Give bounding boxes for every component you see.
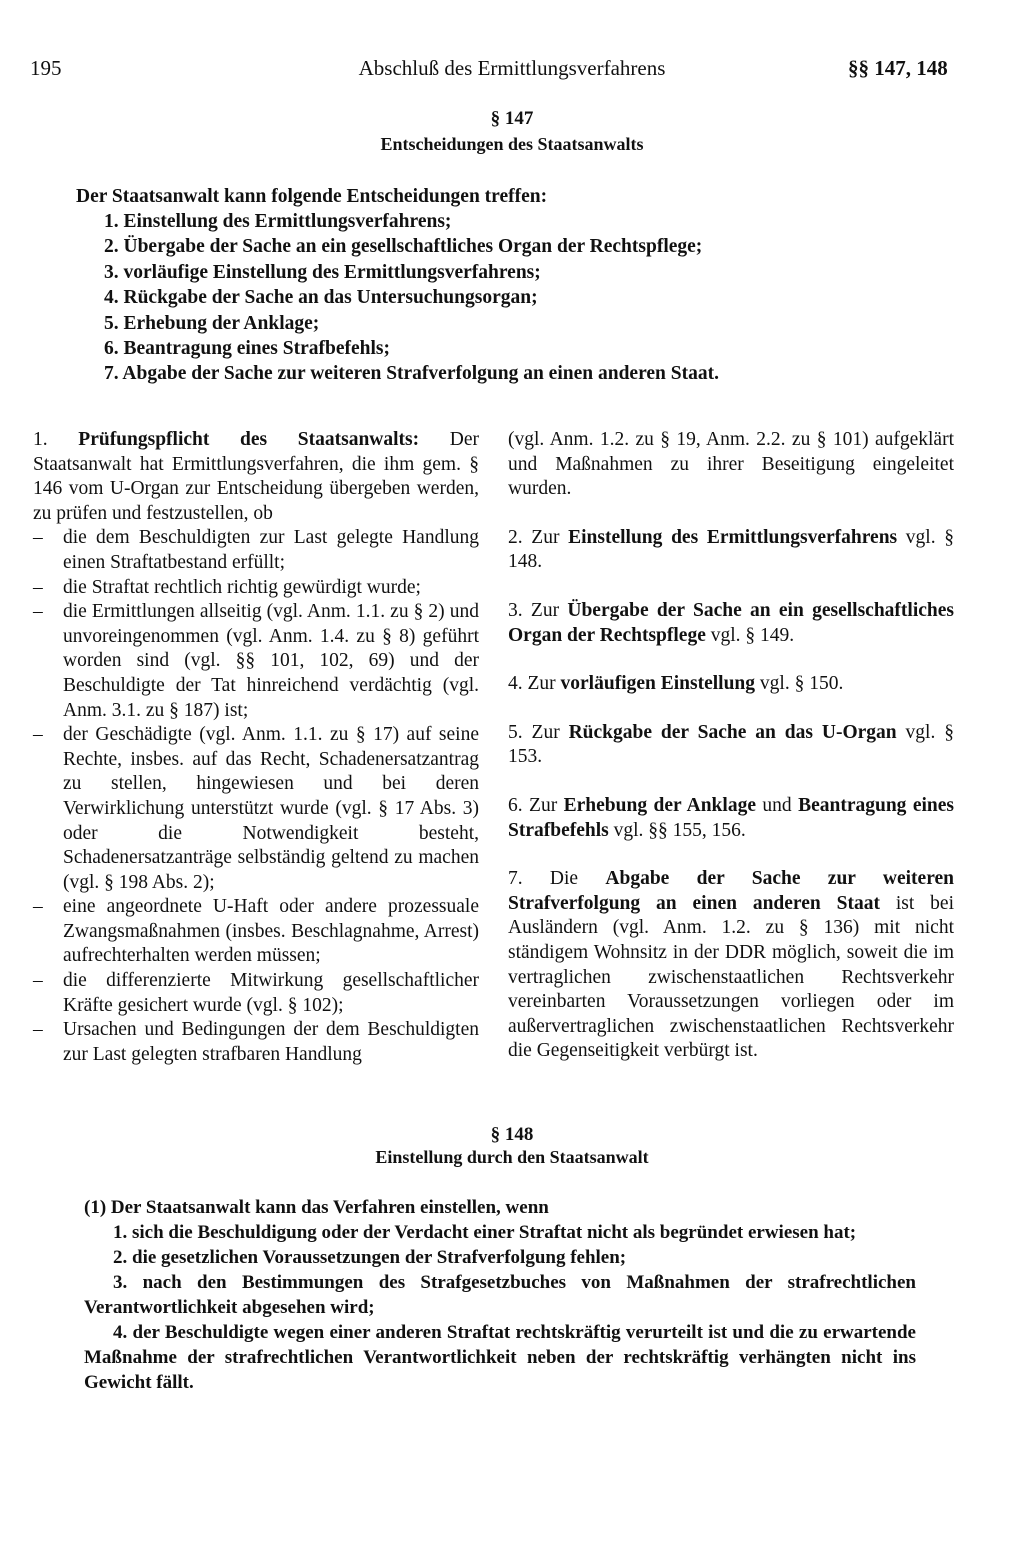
decision-item: 7. Abgabe der Sache zur weiteren Strafverfolgung an einen anderen Staat. xyxy=(104,363,719,385)
note-2-heading: Einstellung des Ermittlungsverfahrens xyxy=(568,526,898,548)
note-2 xyxy=(508,526,954,575)
note-2-text: vgl. § 148. xyxy=(508,526,955,573)
note-1-checklist xyxy=(33,526,479,1067)
decision-item: 1. Einstellung des Ermittlungsverfahrens; xyxy=(104,211,452,232)
section-148-item: 4. der Beschuldigte wegen einer anderen Straftat rechtskräftig verurteilt ist und die zu erwartende Maßnahme der strafrechtlichen Verantwortlichkeit neben der rechtskräftig verhängten nicht ins Gewicht fällt. xyxy=(84,1322,916,1393)
note-7-prefix: 7. Die xyxy=(508,868,606,890)
note-1-continuation: (vgl. Anm. 1.2. zu § 19, Anm. 2.2. zu § 101) aufgeklärt und Maßnahmen zu ihrer Beseitigung eingeleitet wurden. xyxy=(508,429,954,500)
note-4-text: vgl. § 150. xyxy=(755,673,844,695)
page-number: 195 xyxy=(30,56,62,80)
decision-list xyxy=(104,209,719,387)
note-1 xyxy=(33,428,479,526)
note-5-heading: Rückgabe der Sache an das U-Organ xyxy=(568,721,897,743)
note-1-prefix: 1. xyxy=(33,429,79,450)
note-2-prefix: 2. Zur xyxy=(508,526,569,548)
annotation-column-right xyxy=(508,428,954,1064)
note-5 xyxy=(508,721,954,770)
section-147-number: § 147 xyxy=(490,108,534,129)
section-148-item: 2. die gesetzlichen Voraussetzungen der Strafverfolgung fehlen; xyxy=(113,1247,627,1268)
section-148-item: 1. sich die Beschuldigung oder der Verdacht einer Straftat nicht als begründet erwiesen hat; xyxy=(113,1222,857,1243)
decision-item: 5. Erhebung der Anklage; xyxy=(104,312,320,334)
checklist-item: – die dem Beschuldigten zur Last gelegte Handlung einen Straftatbestand erfüllt; xyxy=(33,526,479,575)
decision-item: 3. vorläufige Einstellung des Ermittlungsverfahrens; xyxy=(104,261,541,283)
note-5-text: vgl. § 153. xyxy=(508,721,954,768)
note-3 xyxy=(508,599,954,648)
checklist-item: – die Ermittlungen allseitig (vgl. Anm. 1.1. zu § 2) und unvoreingenommen (vgl. Anm. 1.4. zu § 8) geführt worden sind (vgl. §§ 101, 102, 69) und der Beschuldigte der Tat hinreichend verdächtig (vgl. Anm. 3.1. zu § 187) ist; xyxy=(33,600,479,723)
note-6-heading-2: Beantragung eines Strafbefehls xyxy=(508,794,955,841)
annotation-column-left xyxy=(33,428,479,1067)
note-1-text: Der Staatsanwalt hat Ermittlungsverfahren, die ihm gem. § 146 vom U-Organ zur Entscheidung übergeben werden, zu prüfen und festzustellen, ob xyxy=(33,429,480,524)
note-7-text: ist bei Ausländern (vgl. Anm. 1.2. zu § 136) mit nicht ständigem Wohnsitz in der DDR möglich, soweit die im vertraglichen zwischenstaatlichen Rechtsverkehr vereinbarten Voraussetzungen vorliegen oder im außervertraglichen zwischenstaatlichen Rechtsverkehr die Gegenseitigkeit verbürgt ist. xyxy=(508,892,954,1062)
note-6-conjunction: und xyxy=(755,794,799,816)
section-148-para-1-intro: (1) Der Staatsanwalt kann das Verfahren einstellen, wenn xyxy=(84,1197,549,1218)
note-7 xyxy=(508,867,954,1064)
checklist-item: – die differenzierte Mitwirkung gesellschaftlicher Kräfte gesichert wurde (vgl. § 102); xyxy=(33,969,479,1018)
section-147-intro: Der Staatsanwalt kann folgende Entscheidungen treffen: xyxy=(76,186,548,207)
note-5-prefix: 5. Zur xyxy=(508,721,569,743)
section-148-body xyxy=(84,1195,916,1395)
note-1-heading: Prüfungspflicht des Staatsanwalts: xyxy=(78,429,420,450)
checklist-item: – Ursachen und Bedingungen der dem Beschuldigten zur Last gelegten strafbaren Handlung xyxy=(33,1018,479,1067)
note-3-prefix: 3. Zur xyxy=(508,599,568,621)
checklist-item: – eine angeordnete U-Haft oder andere prozessuale Zwangsmaßnahmen (insbes. Beschlagnahme, Arrest) aufrechterhalten werden müssen; xyxy=(33,895,479,969)
note-4-heading: vorläufigen Einstellung xyxy=(560,673,756,695)
note-3-heading: Übergabe der Sache an ein gesellschaftliches Organ der Rechtspflege xyxy=(508,599,954,646)
note-7-heading: Abgabe der Sache zur weiteren Strafverfolgung an einen anderen Staat xyxy=(508,868,954,914)
note-6-heading-1: Erhebung der Anklage xyxy=(563,794,756,816)
section-148-item: 3. nach den Bestimmungen des Strafgesetzbuches von Maßnahmen der strafrechtlichen Verantwortlichkeit abgesehen wird; xyxy=(84,1272,916,1318)
note-3-text: vgl. § 149. xyxy=(705,624,795,646)
decision-item: 4. Rückgabe der Sache an das Untersuchungsorgan; xyxy=(104,287,538,309)
note-6 xyxy=(508,794,954,843)
section-reference: §§ 147, 148 xyxy=(848,56,948,80)
note-4-prefix: 4. Zur xyxy=(508,673,561,695)
section-147-title: Entscheidungen des Staatsanwalts xyxy=(380,134,644,154)
note-4 xyxy=(508,672,954,697)
checklist-item: – der Geschädigte (vgl. Anm. 1.1. zu § 17) auf seine Rechte, insbes. auf das Recht, Schadenersatzantrag zu stellen, hingewiesen und bei deren Verwirklichung unterstützt wurde (vgl. § 17 Abs. 3) oder die Notwendigkeit besteht, Schadenersatzanträge selbständig geltend zu machen (vgl. § 198 Abs. 2); xyxy=(33,723,479,895)
decision-item: 2. Übergabe der Sache an ein gesellschaftliches Organ der Rechtspflege; xyxy=(104,236,703,258)
checklist-item: – die Straftat rechtlich richtig gewürdigt wurde; xyxy=(33,576,479,601)
section-148-title: Einstellung durch den Staatsanwalt xyxy=(375,1147,649,1167)
note-6-prefix: 6. Zur xyxy=(508,794,564,816)
running-title: Abschluß des Ermittlungsverfahrens xyxy=(358,56,666,80)
section-148-number: § 148 xyxy=(490,1124,534,1145)
note-6-text: vgl. §§ 155, 156. xyxy=(608,819,746,841)
decision-item: 6. Beantragung eines Strafbefehls; xyxy=(104,338,390,360)
